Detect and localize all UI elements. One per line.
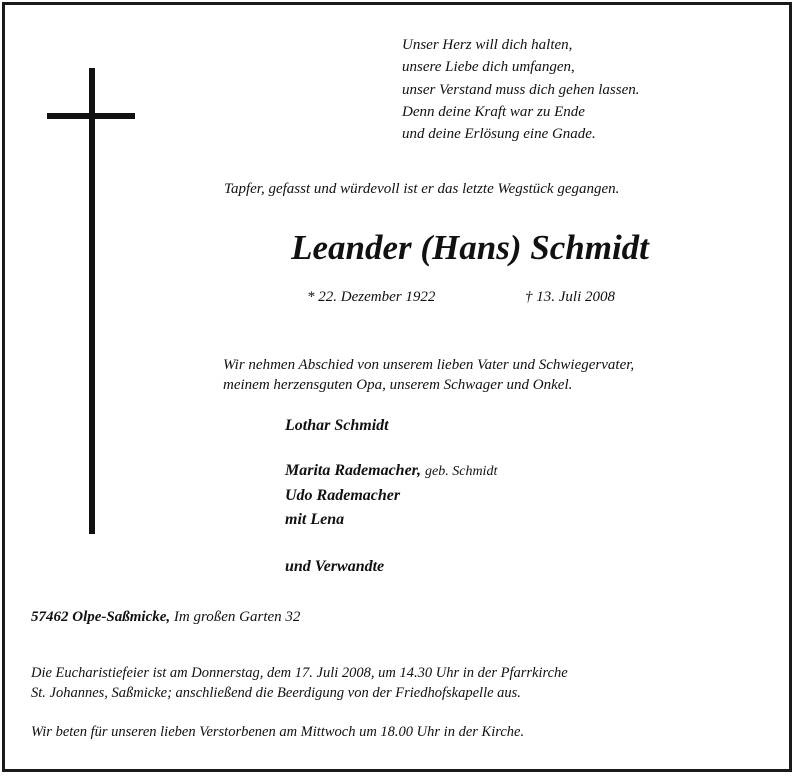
address [31,609,300,626]
mourner-name [285,558,384,576]
service-notice-line: Die Eucharistiefeier ist am Donnerstag, dem 17. Juli 2008, um 14.30 Uhr in der Pfarrkirche [31,665,568,681]
poem [402,34,639,145]
poem-line: und deine Erlösung eine Gnade. [402,126,596,143]
mourner-name [285,511,344,529]
mourner-note: geb. Schmidt [425,464,498,479]
mourner-name [285,462,497,480]
mourner-name-text: mit Lena [285,511,345,528]
farewell-line: meinem herzensguten Opa, unserem Schwager und Onkel. [223,377,573,393]
mourner-name-text: Marita Rademacher, [285,462,422,479]
address-street: Im großen Garten 32 [173,609,301,625]
cross-vertical-bar [89,68,95,534]
mourner-name [285,417,389,435]
poem-line: unser Verstand muss dich gehen lassen. [402,81,640,98]
farewell-text [223,355,634,395]
mourner-name-text: Lothar Schmidt [285,417,389,434]
motto: Tapfer, gefasst und würdevoll ist er das letzte Wegstück gegangen. [224,181,620,197]
farewell-line: Wir nehmen Abschied von unserem lieben Vater und Schwiegervater, [223,357,635,373]
mourner-name-text: und Verwandte [285,558,385,575]
birth-date: * 22. Dezember 1922 [307,289,436,305]
prayer-notice: Wir beten für unseren lieben Verstorbenen am Mittwoch um 18.00 Uhr in der Kirche. [31,724,525,740]
service-notice-line: St. Johannes, Saßmicke; anschließend die Beerdigung von der Friedhofskapelle aus. [31,685,521,701]
mourner-name-text: Udo Rademacher [285,487,401,504]
service-notice [31,663,568,703]
poem-line: Unser Herz will dich halten, [402,37,573,53]
mourner-name [285,487,400,505]
address-place: 57462 Olpe-Saßmicke, [31,609,171,625]
cross-horizontal-bar [47,113,135,119]
poem-line: unsere Liebe dich umfangen, [402,59,575,76]
death-date: † 13. Juli 2008 [525,289,615,305]
poem-line: Denn deine Kraft war zu Ende [402,103,585,120]
deceased-name: Leander (Hans) Schmidt [291,228,649,267]
